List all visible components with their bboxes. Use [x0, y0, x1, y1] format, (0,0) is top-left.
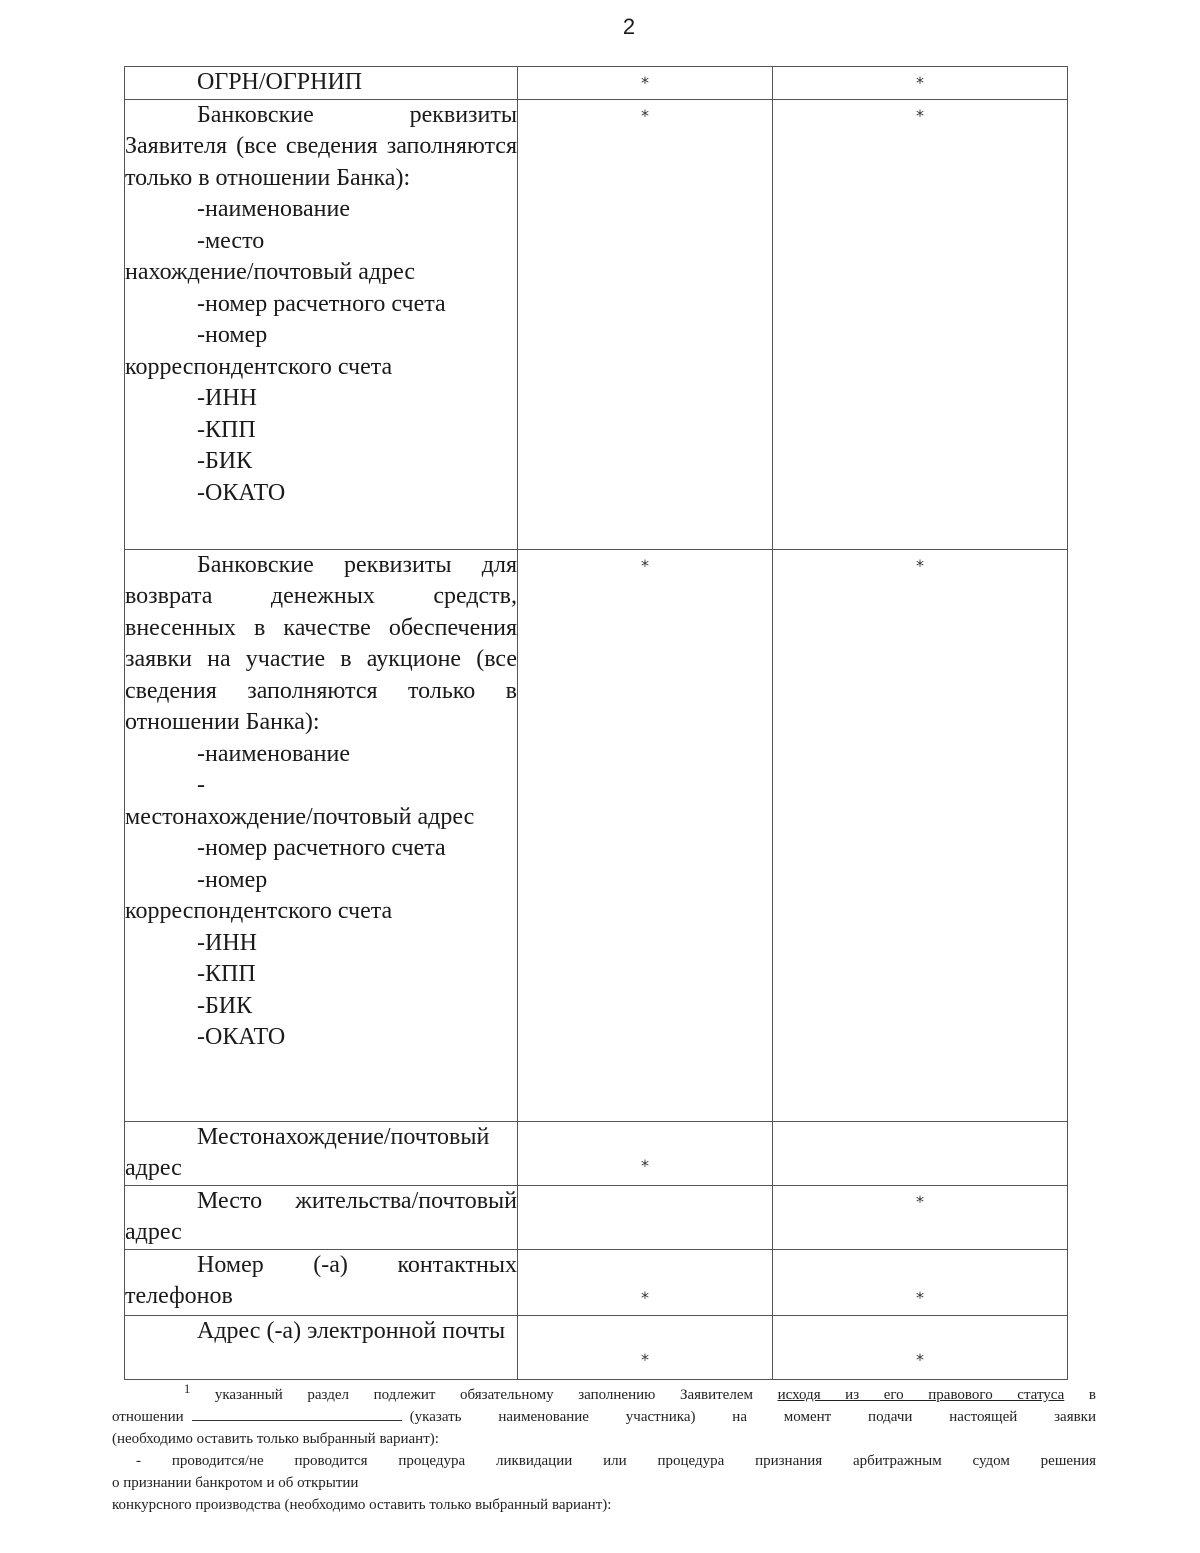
individual-value-cell[interactable] — [773, 99, 1068, 549]
legal-entity-value-cell[interactable] — [518, 67, 773, 100]
footnote-text: указанный раздел подлежит обязательному заполнению Заявителем — [214, 1387, 753, 1403]
footnote-line-3: (необходимо оставить только выбранный вариант): — [112, 1431, 439, 1447]
required-asterisk — [773, 1122, 1067, 1130]
field-label-text: -КПП — [197, 416, 256, 443]
footnote-line-6: конкурсного производства (необходимо оставить только выбранный вариант): — [112, 1497, 612, 1513]
field-label-text: -БИК — [197, 448, 253, 474]
field-label-text: Место жительства/почтовый адрес — [125, 1187, 517, 1245]
field-label-text: -номер — [197, 322, 268, 348]
individual-value-cell[interactable] — [773, 1121, 1068, 1185]
field-label-text: -наименование — [197, 196, 351, 222]
legal-entity-value-cell[interactable] — [518, 1315, 773, 1379]
field-label-text: -номер расчетного счета — [197, 290, 446, 317]
field-label-text: Адрес (-а) электронной почты — [197, 1317, 506, 1344]
field-label-cell — [125, 1249, 518, 1315]
individual-value-cell[interactable] — [773, 549, 1068, 1121]
legal-entity-value-cell[interactable] — [518, 1121, 773, 1185]
footnote-line-4: - проводится/не проводится процедура ликвидации или процедура признания арбитражным судом решения — [136, 1453, 1096, 1469]
footnote-line-1 — [112, 1378, 1096, 1406]
table-row — [125, 1315, 1068, 1379]
required-asterisk: * — [916, 555, 924, 575]
footnote-text: в — [1088, 1387, 1096, 1403]
individual-value-cell[interactable] — [773, 1185, 1068, 1249]
field-label-text: -БИК — [197, 992, 253, 1019]
field-label-text: -номер — [197, 866, 268, 893]
field-label-text: ОГРН/ОГРНИП — [197, 69, 363, 95]
footnote-underlined-text: исходя из его правового статуса — [777, 1387, 1065, 1403]
required-asterisk: * — [916, 1349, 924, 1369]
required-asterisk: * — [916, 73, 924, 92]
required-asterisk: * — [916, 1191, 924, 1211]
field-label-text: нахождение/почтовый адрес — [125, 259, 415, 285]
individual-value-cell[interactable] — [773, 67, 1068, 100]
table-row — [125, 99, 1068, 549]
field-label-text: Номер (-а) контактных телефонов — [125, 1251, 517, 1309]
required-asterisk: * — [641, 1155, 649, 1175]
required-asterisk: * — [641, 73, 649, 92]
field-label-text: -место — [197, 227, 265, 254]
requisites-table — [124, 66, 1068, 1380]
field-label-text: -ОКАТО — [197, 479, 286, 506]
field-label-text: корреспондентского счета — [125, 898, 393, 924]
field-label-text: Местонахождение/почтовый адрес — [125, 1123, 490, 1181]
required-asterisk: * — [916, 1287, 924, 1307]
footnote-text: отношении — [112, 1409, 184, 1425]
table-row — [125, 1249, 1068, 1315]
field-label-text: -ОКАТО — [197, 1024, 286, 1050]
field-label-text: -номер расчетного счета — [197, 835, 446, 861]
field-label-text: -наименование — [197, 740, 351, 767]
participant-name-blank[interactable] — [192, 1406, 402, 1421]
required-asterisk: * — [916, 105, 924, 125]
field-label-text: -ИНН — [197, 385, 257, 411]
required-asterisk: * — [641, 1349, 649, 1369]
field-label-cell — [125, 67, 518, 100]
field-label-text: - — [197, 772, 205, 798]
footnote-line-2 — [112, 1406, 1096, 1428]
footnote-line-5: о признании банкротом и об открытии — [112, 1475, 359, 1491]
legal-entity-value-cell[interactable] — [518, 99, 773, 549]
field-label-text: местонахождение/почтовый адрес — [125, 803, 475, 830]
individual-value-cell[interactable] — [773, 1249, 1068, 1315]
table-row — [125, 549, 1068, 1121]
field-label-text: -КПП — [197, 961, 256, 987]
individual-value-cell[interactable] — [773, 1315, 1068, 1379]
field-label-cell — [125, 1315, 518, 1379]
field-label-text: -ИНН — [197, 929, 257, 956]
legal-entity-value-cell[interactable] — [518, 549, 773, 1121]
page-number: 2 — [622, 14, 636, 39]
footnote — [112, 1378, 1096, 1516]
required-asterisk — [518, 1186, 772, 1194]
field-label-cell — [125, 1121, 518, 1185]
legal-entity-value-cell[interactable] — [518, 1185, 773, 1249]
field-label-cell — [125, 549, 518, 1121]
field-label-cell — [125, 1185, 518, 1249]
footnote-text: (указать наименование участника) на момент подачи настоящей заявки — [409, 1409, 1096, 1425]
field-label-cell — [125, 99, 518, 549]
required-asterisk: * — [641, 105, 649, 125]
table-row — [125, 1185, 1068, 1249]
table-row — [125, 1121, 1068, 1185]
table-row — [125, 67, 1068, 100]
field-label-text: корреспондентского счета — [125, 353, 393, 380]
footnote-mark: 1 — [184, 1382, 191, 1396]
field-label-text: Банковские реквизиты Заявителя (все сведения заполняются только в отношении Банка): — [125, 101, 517, 191]
required-asterisk: * — [641, 555, 649, 575]
field-label-text: Банковские реквизиты для возврата денежных средств, внесенных в качестве обеспечения заявки на участие в аукционе (все сведения заполняются только в отношении Банка): — [125, 551, 517, 735]
legal-entity-value-cell[interactable] — [518, 1249, 773, 1315]
required-asterisk: * — [641, 1287, 649, 1307]
